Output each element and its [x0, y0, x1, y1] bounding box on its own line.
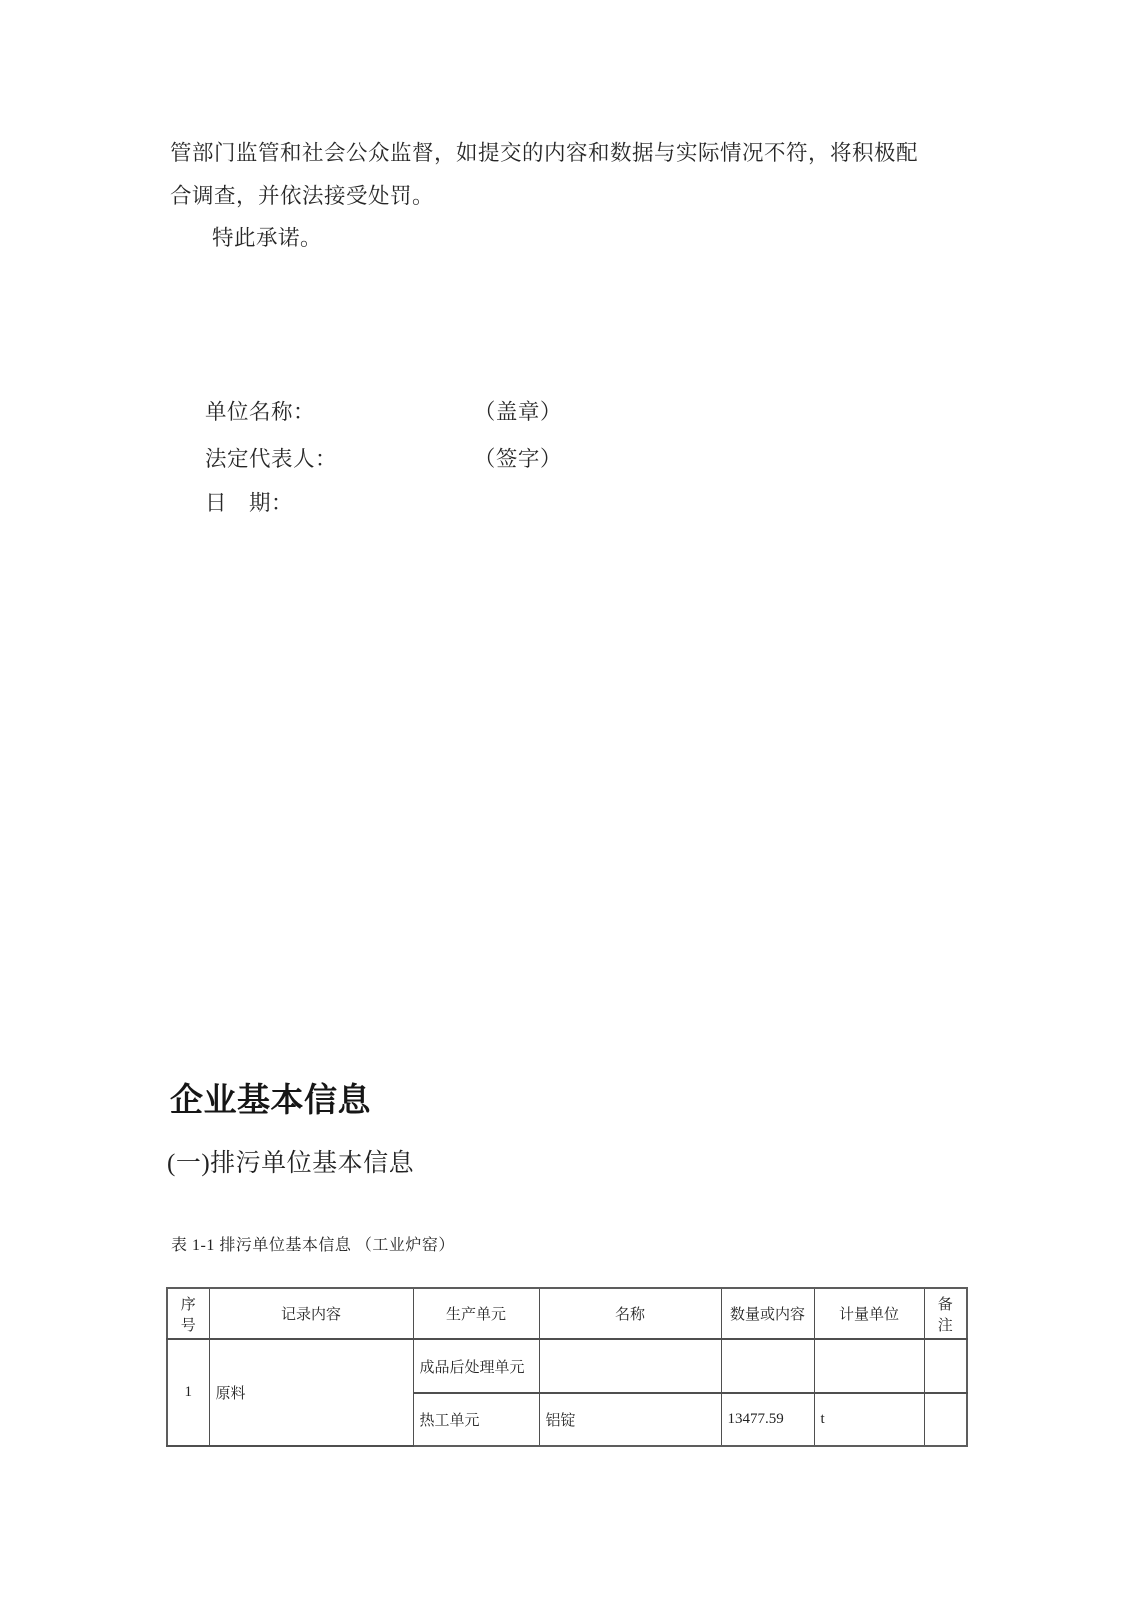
date-label: 日 期：: [205, 491, 294, 515]
cell-production-unit: 成品后处理单元: [413, 1339, 539, 1393]
cell-quantity: [721, 1339, 814, 1393]
signature-row-date: [205, 482, 468, 525]
table-row: [167, 1339, 967, 1393]
col-header-remark: 备注: [924, 1288, 967, 1339]
cell-production-unit: 热工单元: [413, 1393, 539, 1446]
table-caption: 表 1-1 排污单位基本信息 （工业炉窑）: [171, 1237, 455, 1254]
cell-quantity: 13477.59: [721, 1393, 814, 1446]
cell-name: 铝锭: [539, 1393, 721, 1446]
table-header-row: [167, 1288, 967, 1339]
basic-info-table: [166, 1287, 968, 1447]
subsection-title: (一)排污单位基本信息: [167, 1150, 415, 1177]
sign-note: （签字）: [473, 447, 562, 471]
commitment-paragraph: [170, 132, 945, 218]
signature-row-unit-name: [205, 391, 562, 434]
commitment-statement: 特此承诺。: [212, 226, 323, 250]
cell-measure-unit: t: [814, 1393, 924, 1446]
cell-measure-unit: [814, 1339, 924, 1393]
signature-row-legal-rep: [205, 438, 562, 481]
cell-record-content: 原料: [209, 1339, 413, 1446]
cell-name: [539, 1339, 721, 1393]
legal-rep-label: 法定代表人：: [205, 447, 338, 471]
cell-row-index: 1: [167, 1339, 209, 1446]
col-header-record-content: 记录内容: [209, 1288, 413, 1339]
col-header-quantity: 数量或内容: [721, 1288, 814, 1339]
seal-note: （盖章）: [473, 400, 562, 424]
cell-remark: [924, 1393, 967, 1446]
cell-remark: [924, 1339, 967, 1393]
unit-name-label: 单位名称：: [205, 400, 316, 424]
section-title: 企业基本信息: [170, 1083, 371, 1119]
paragraph-line: 管部门监管和社会公众监督，如提交的内容和数据与实际情况不符，将积极配: [170, 141, 919, 165]
col-header-measure-unit: 计量单位: [814, 1288, 924, 1339]
col-header-index: 序号: [167, 1288, 209, 1339]
col-header-production-unit: 生产单元: [413, 1288, 539, 1339]
col-header-name: 名称: [539, 1288, 721, 1339]
paragraph-line: 合调查，并依法接受处罚。: [170, 184, 435, 208]
